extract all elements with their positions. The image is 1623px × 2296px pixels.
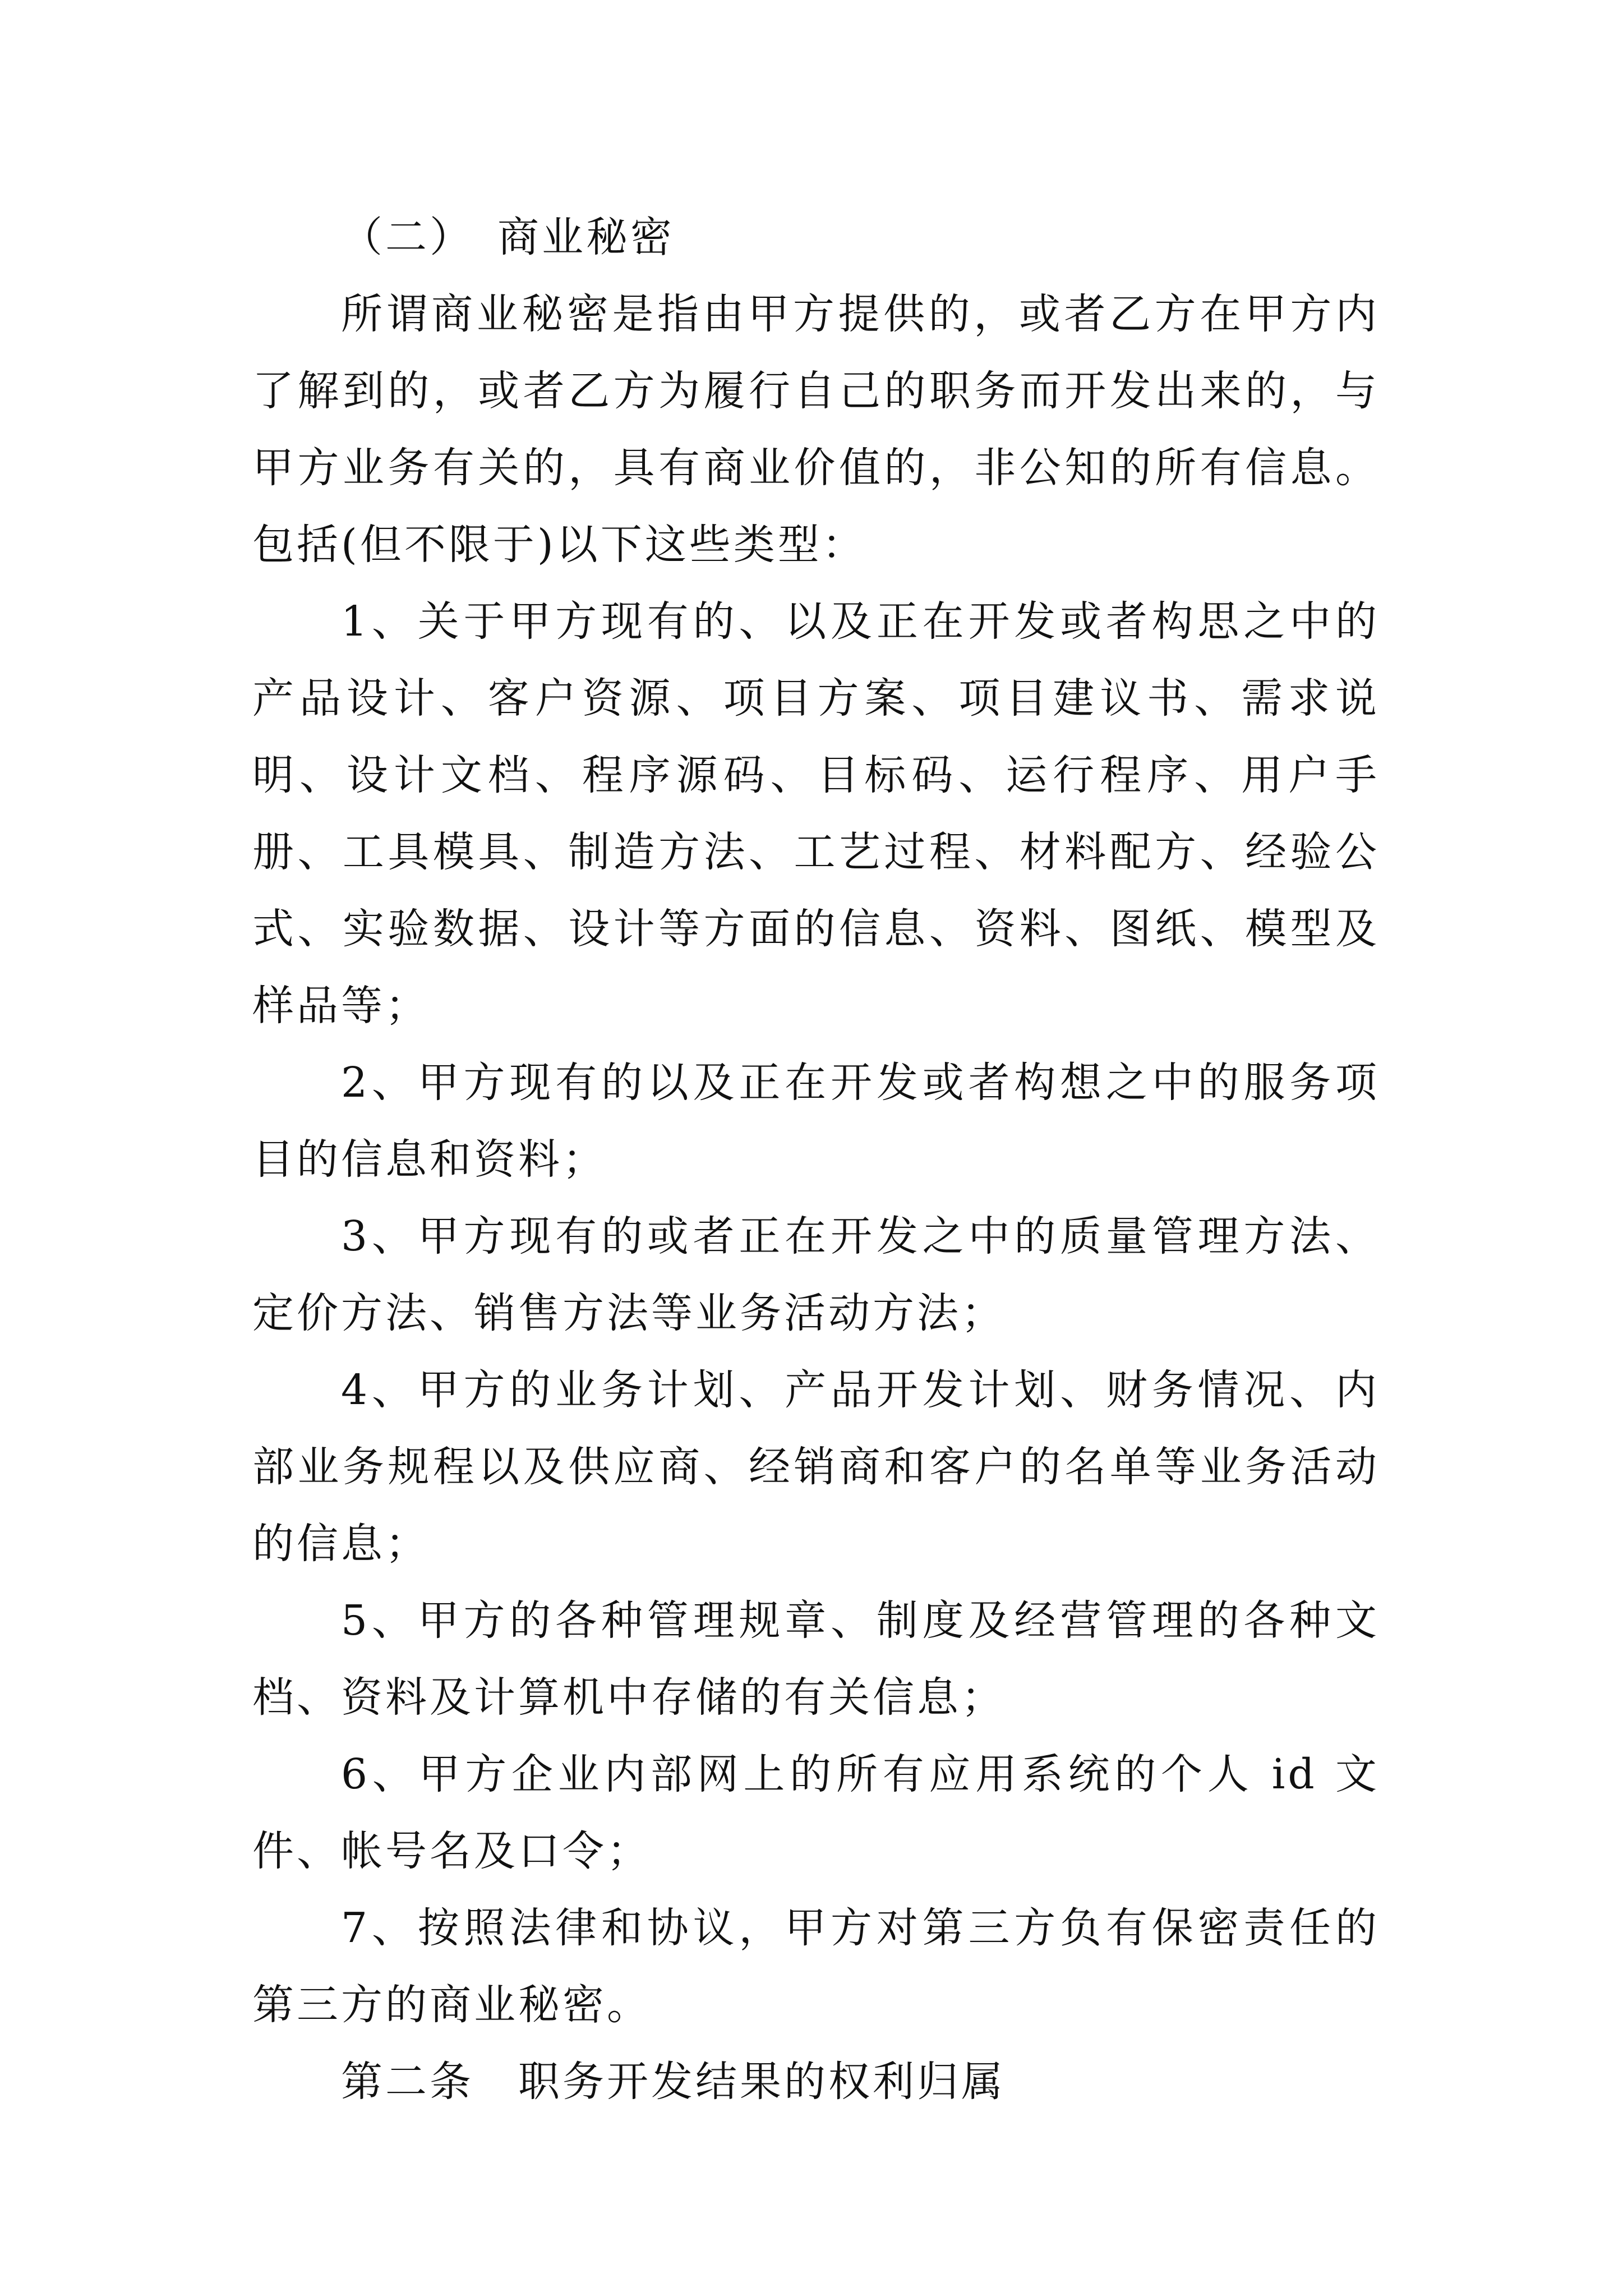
definition-paragraph: 所谓商业秘密是指由甲方提供的，或者乙方在甲方内了解到的，或者乙方为履行自己的职务而开发出来的，与甲方业务有关的，具有商业价值的，非公知的所有信息。包括(但不限于)以下这些类型： xyxy=(252,290,1380,569)
document-body xyxy=(252,199,1380,2120)
article-heading: 第二条 职务开发结果的权利归属 xyxy=(341,2058,1006,2106)
list-item: 4、甲方的业务计划、产品开发计划、财务情况、内部业务规程以及供应商、经销商和客户的名单等业务活动的信息； xyxy=(252,1366,1380,1568)
list-item: 1、关于甲方现有的、以及正在开发或者构思之中的产品设计、客户资源、项目方案、项目建议书、需求说明、设计文档、程序源码、目标码、运行程序、用户手册、工具模具、制造方法、工艺过程、材料配方、经验公式、实验数据、设计等方面的信息、资料、图纸、模型及样品等； xyxy=(252,597,1380,1030)
list-item: 6、甲方企业内部网上的所有应用系统的个人 id 文件、帐号名及口令； xyxy=(252,1750,1380,1875)
list-item: 5、甲方的各种管理规章、制度及经营管理的各种文档、资料及计算机中存储的有关信息； xyxy=(252,1596,1380,1722)
list-item: 2、甲方现有的以及正在开发或者构想之中的服务项目的信息和资料； xyxy=(252,1059,1380,1184)
list-item: 3、甲方现有的或者正在开发之中的质量管理方法、定价方法、销售方法等业务活动方法； xyxy=(252,1212,1380,1337)
section-heading: （二） 商业秘密 xyxy=(341,213,675,261)
list-item: 7、按照法律和协议，甲方对第三方负有保密责任的第三方的商业秘密。 xyxy=(252,1904,1380,2029)
